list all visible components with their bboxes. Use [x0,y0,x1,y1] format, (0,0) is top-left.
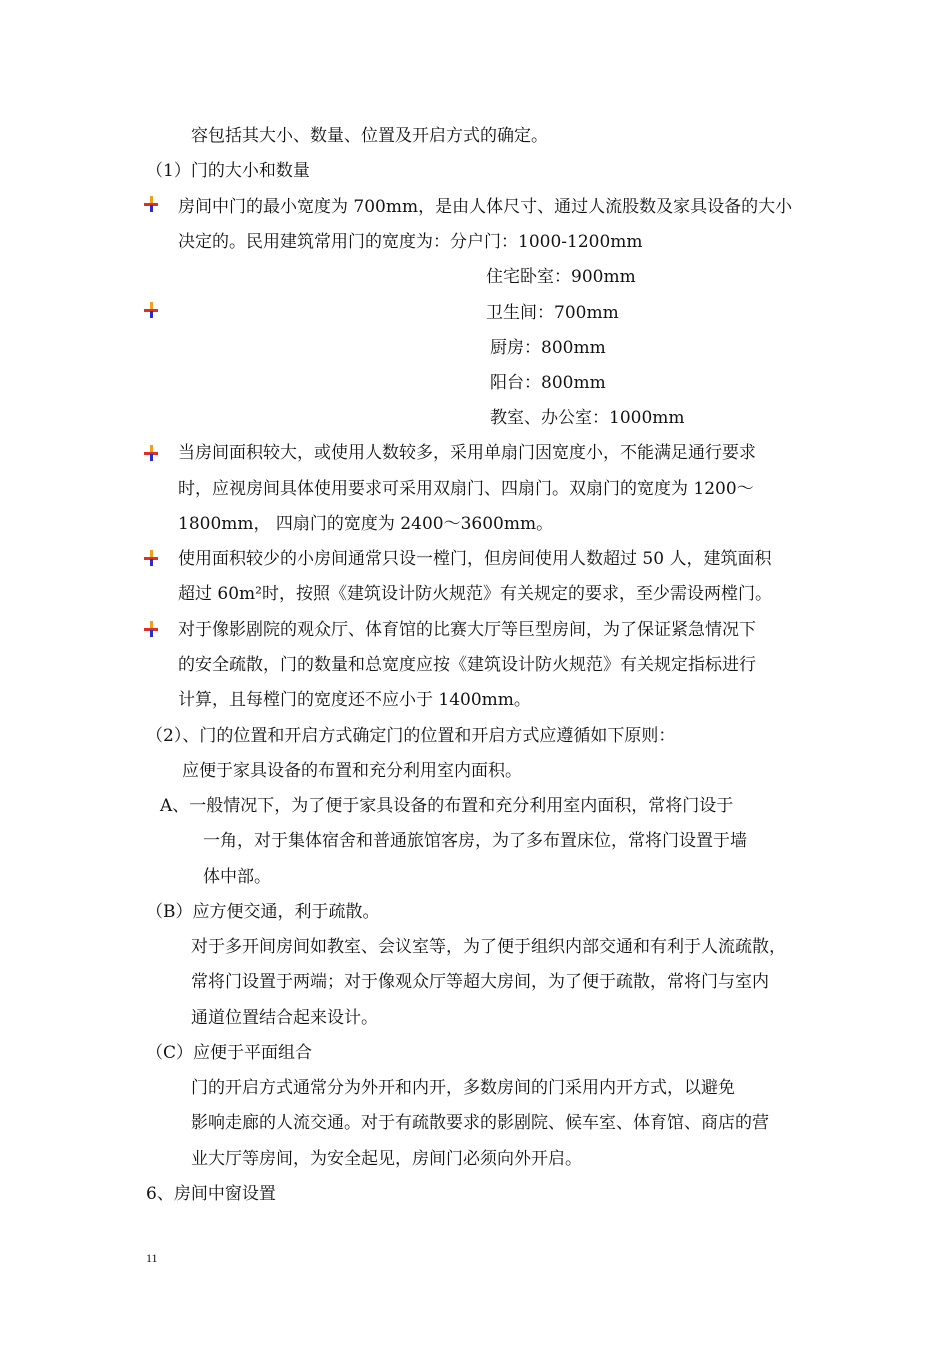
text-line: 1800mm， 四扇门的宽度为 2400～3600mm。 [178,514,554,534]
text-line: 厨房：800mm [490,338,606,358]
text-line: 常将门设置于两端；对于像观众厅等超大房间，为了便于疏散，常将门与室内 [191,972,769,992]
section-heading: 6、房间中窗设置 [146,1184,276,1204]
page-number: 11 [146,1251,158,1265]
text-line: 教室、办公室：1000mm [490,408,685,428]
section-heading: （B）应方便交通，利于疏散。 [146,902,380,922]
text-line: 门的开启方式通常分为外开和内开，多数房间的门采用内开方式，以避免 [191,1078,735,1098]
text-line: 影响走廊的人流交通。对于有疏散要求的影剧院、候车室、体育馆、商店的营 [191,1113,769,1133]
text-line: 时，应视房间具体使用要求可采用双扇门、四扇门。双扇门的宽度为 1200～ [178,479,754,499]
bullet-icon [144,621,158,637]
bullet-icon [144,550,158,566]
section-heading: （1）门的大小和数量 [146,161,310,181]
text-line: 体中部。 [203,867,271,887]
section-heading: （2）、门的位置和开启方式确定门的位置和开启方式应遵循如下原则： [146,726,676,746]
text-line: 对于像影剧院的观众厅、体育馆的比赛大厅等巨型房间，为了保证紧急情况下 [178,620,756,640]
text-line: 对于多开间房间如教室、会议室等，为了便于组织内部交通和有利于人流疏散， [191,937,786,957]
text-line: 卫生间：700mm [486,303,619,323]
text-line: 决定的。民用建筑常用门的宽度为：分户门：1000-1200mm [178,232,643,252]
text-line: 住宅卧室：900mm [486,267,636,287]
text-line: A、一般情况下，为了便于家具设备的布置和充分利用室内面积，常将门设于 [160,796,734,816]
bullet-icon [144,445,158,461]
text-line: 容包括其大小、数量、位置及开启方式的确定。 [191,126,548,146]
bullet-icon [144,302,158,318]
bullet-icon [144,196,158,212]
text-line: 阳台：800mm [490,373,606,393]
text-line: 超过 60m²时，按照《建筑设计防火规范》有关规定的要求，至少需设两樘门。 [178,584,772,604]
text-line: 一角，对于集体宿舍和普通旅馆客房，为了多布置床位，常将门设置于墙 [203,831,747,851]
text-line: 房间中门的最小宽度为 700mm，是由人体尺寸、通过人流股数及家具设备的大小 [178,197,793,217]
text-line: 业大厅等房间，为安全起见，房间门必须向外开启。 [191,1149,582,1169]
text-line: 通道位置结合起来设计。 [191,1008,378,1028]
text-line: 当房间面积较大，或使用人数较多，采用单扇门因宽度小，不能满足通行要求 [178,443,756,463]
section-heading: （C）应便于平面组合 [146,1043,313,1063]
text-line: 使用面积较少的小房间通常只设一樘门，但房间使用人数超过 50 人，建筑面积 [178,549,772,569]
text-line: 计算，且每樘门的宽度还不应小于 1400mm。 [178,690,531,710]
text-line: 应便于家具设备的布置和充分利用室内面积。 [182,761,522,781]
text-line: 的安全疏散，门的数量和总宽度应按《建筑设计防火规范》有关规定指标进行 [178,655,756,675]
